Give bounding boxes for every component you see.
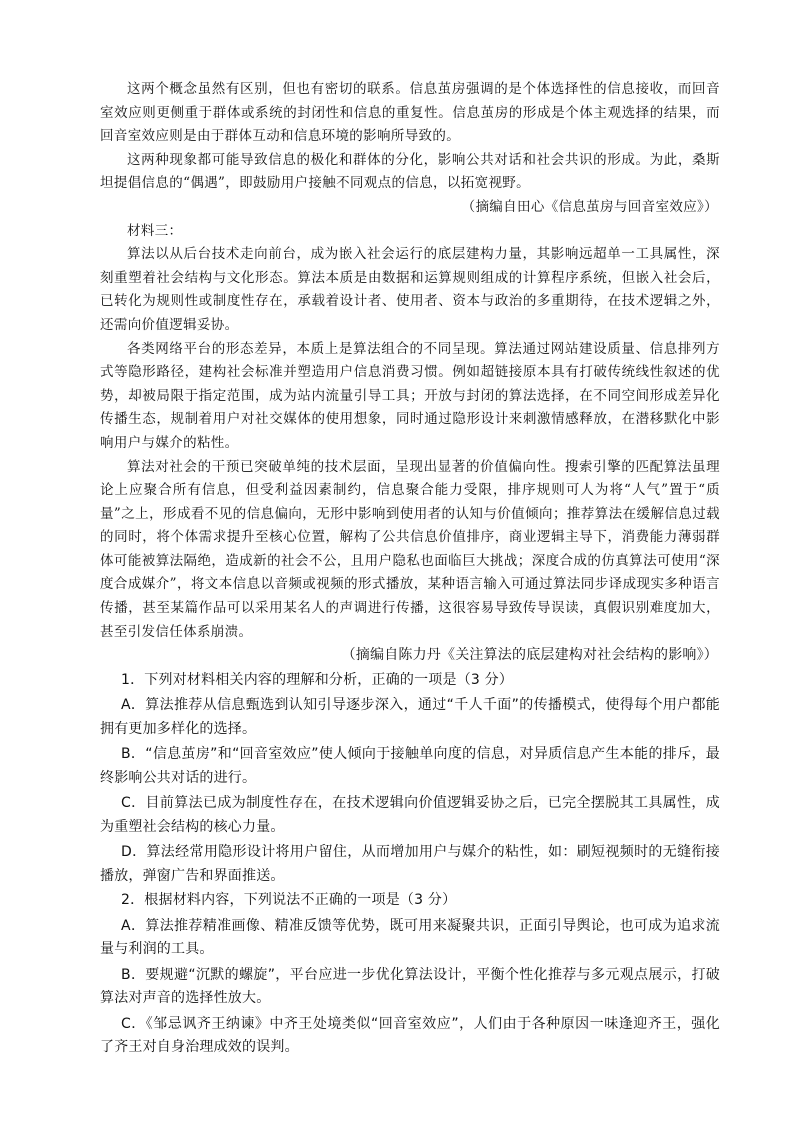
question-2-option-c: C．《邹忌讽齐王纳谏》中齐王处境类似“回音室效应”，人们由于各种原因一味逢迎齐王，强化了齐王对自身治理成效的误判。 bbox=[100, 1015, 720, 1056]
material-two-source: （摘编自田心《信息茧房与回音室效应》） bbox=[461, 198, 718, 215]
material-two-section bbox=[100, 78, 720, 220]
material-three-paragraph-2: 各类网络平台的形态差异，本质上是算法组合的不同呈现。算法通过网站建设质量、信息排列方式等隐形路径，建构社会标准并塑造用户信息消费习惯。例如超链接原本具有打破传统线性叙述的优势，却被局限于指定范围，成为站内流量引导工具；开放与封闭的算法选择，在不同空间形成差异化传播生态，规制着用户对社交媒体的使用想象，同时通过隐形设计来刺激情感释放，在潜移默化中影响用户与媒介的粘性。 bbox=[100, 340, 720, 451]
question-1-option-c: C．目前算法已成为制度性存在，在技术逻辑向价值逻辑妥协之后，已完全摆脱其工具属性，成为重塑社会结构的核心力量。 bbox=[100, 795, 720, 835]
exam-page bbox=[100, 78, 720, 1060]
material-three-label: 材料三： bbox=[127, 222, 183, 239]
material-three-section bbox=[100, 220, 720, 645]
question-2-option-a: A．算法推荐精准画像、精准反馈等优势，既可用来凝聚共识，正面引导舆论，也可成为追求流量与利润的工具。 bbox=[100, 917, 720, 958]
question-1-option-a: A．算法推荐从信息甄选到认知引导逐步深入，通过“千人千面”的传播模式，使得每个用户都能拥有更加多样化的选择。 bbox=[100, 697, 720, 737]
question-2-option-b: B．要规避“沉默的螺旋”，平台应进一步优化算法设计，平衡个性化推荐与多元观点展示，打破算法对声音的选择性放大。 bbox=[100, 966, 720, 1007]
material-three-paragraph-1: 算法以从后台技术走向前台，成为嵌入社会运行的底层建构力量，其影响远超单一工具属性，深刻重塑着社会结构与文化形态。算法本质是由数据和运算规则组成的计算程序系统，但嵌入社会后，已转化为规则性或制度性存在，承载着设计者、使用者、资本与政治的多重期待，在技术逻辑之外，还需向价值逻辑妥协。 bbox=[100, 246, 720, 333]
material-three-source: （摘编自陈力丹《关注算法的底层建构对社会结构的影响》） bbox=[341, 647, 718, 664]
material-three-paragraph-3: 算法对社会的干预已突破单纯的技术层面，呈现出显著的价值偏向性。搜索引擎的匹配算法虽理论上应聚合所有信息，但受利益因素制约，信息聚合能力受限，排序规则可人为将“人气”置于“质量”之上，形成看不见的信息偏向，无形中影响到使用者的认知与价值倾向；推荐算法在缓解信息过载的同时，将个体需求提升至核心位置，解构了公共信息价值排序，商业逻辑主导下，消费能力薄弱群体可能被算法隔绝，造成新的社会不公，且用户隐私也面临巨大挑战；深度合成的仿真算法可使用“深度合成媒介”，将文本信息以音频或视频的形式播放，某种语言输入可通过算法同步译成现实多种语言传播，甚至某篇作品可以采用某名人的声调进行传播，这很容易导致传导误读，真假识别难度加大，甚至引发信任体系崩溃。 bbox=[100, 458, 720, 640]
material-two-paragraph-2: 这两种现象都可能导致信息的极化和群体的分化，影响公共对话和社会共识的形成。为此，桑斯坦提倡信息的“偶遇”，即鼓励用户接触不同观点的信息，以拓宽视野。 bbox=[100, 151, 720, 192]
questions-section bbox=[100, 644, 720, 1060]
question-1-option-d: D．算法经常用隐形设计将用户留住，从而增加用户与媒介的粘性，如：刷短视频时的无缝衔接播放，弹窗广告和界面推送。 bbox=[100, 844, 720, 884]
question-2-stem: 2．根据材料内容，下列说法不正确的一项是（3 分） bbox=[121, 892, 457, 909]
question-1-option-b: B．“信息茧房”和“回音室效应”使人倾向于接触单向度的信息，对异质信息产生本能的排斥，最终影响公共对话的进行。 bbox=[100, 746, 720, 786]
material-two-paragraph-1: 这两个概念虽然有区别，但也有密切的联系。信息茧房强调的是个体选择性的信息接收，而回音室效应则更侧重于群体或系统的封闭性和信息的重复性。信息茧房的形成是个体主观选择的结果，而回音室效应则是由于群体互动和信息环境的影响所导致的。 bbox=[100, 81, 720, 145]
question-1-stem: 1．下列对材料相关内容的理解和分析，正确的一项是（3 分） bbox=[121, 671, 514, 688]
